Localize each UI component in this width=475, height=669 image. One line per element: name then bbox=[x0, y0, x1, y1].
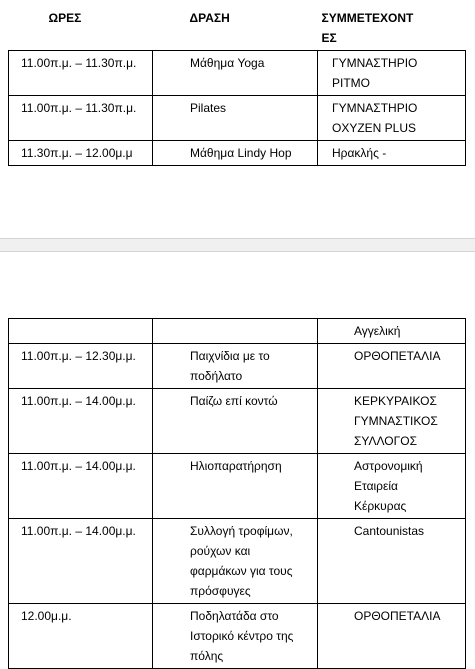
table-row bbox=[9, 319, 466, 344]
header-time: ΩΡΕΣ bbox=[9, 8, 153, 51]
cell-participants: ΓΥΜΝΑΣΤΗΡΙΟ ΡΙΤΜΟ bbox=[318, 51, 466, 96]
cell-activity: Συλλογή τροφίμων, ρούχων και φαρμάκων για τους πρόσφυγες bbox=[153, 519, 318, 604]
cell-time: 11.00π.μ. – 14.00μ.μ. bbox=[9, 389, 153, 454]
table-row bbox=[9, 389, 466, 454]
cell-time: 11.30π.μ. – 12.00μ.μ bbox=[9, 141, 153, 166]
table-row bbox=[9, 344, 466, 389]
cell-participants: ΟΡΘΟΠΕΤΑΛΙΑ bbox=[318, 344, 466, 389]
cell-time: 11.00π.μ. – 14.00μ.μ. bbox=[9, 519, 153, 604]
cell-participants: Αγγελική bbox=[318, 319, 466, 344]
table-row bbox=[9, 51, 466, 96]
cell-activity: Μάθημα Yoga bbox=[153, 51, 318, 96]
cell-time: 11.00π.μ. – 12.30μ.μ. bbox=[9, 344, 153, 389]
cell-activity: Ποδηλατάδα στο Ιστορικό κέντρο της πόλης bbox=[153, 604, 318, 669]
schedule-table-1 bbox=[8, 8, 466, 166]
cell-participants: Αστρονομική Εταιρεία Κέρκυρας bbox=[318, 454, 466, 519]
header-activity: ΔΡΑΣΗ bbox=[153, 8, 318, 51]
table-row bbox=[9, 141, 466, 166]
cell-time: 12.00μ.μ. bbox=[9, 604, 153, 669]
cell-participants: Cantounistas bbox=[318, 519, 466, 604]
table-header-row bbox=[9, 8, 466, 51]
schedule-table-2 bbox=[8, 318, 466, 669]
cell-time: 11.00π.μ. – 11.30π.μ. bbox=[9, 96, 153, 141]
cell-activity: Ηλιοπαρατήρηση bbox=[153, 454, 318, 519]
cell-participants: ΚΕΡΚΥΡΑΙΚΟΣ ΓΥΜΝΑΣΤΙΚΟΣ ΣΥΛΛΟΓΟΣ bbox=[318, 389, 466, 454]
cell-time bbox=[9, 319, 153, 344]
cell-activity: Μάθημα Lindy Hop bbox=[153, 141, 318, 166]
document-page-2 bbox=[0, 252, 475, 663]
cell-participants: Ηρακλής - bbox=[318, 141, 466, 166]
cell-activity: Pilates bbox=[153, 96, 318, 141]
header-participants: ΣΥΜΜΕΤΕΧΟΝΤ ΕΣ bbox=[318, 8, 466, 51]
table-row bbox=[9, 96, 466, 141]
cell-activity: Παίζω επί κοντώ bbox=[153, 389, 318, 454]
cell-activity bbox=[153, 319, 318, 344]
table-row bbox=[9, 454, 466, 519]
page-separator bbox=[0, 238, 475, 252]
document-page-1 bbox=[0, 0, 475, 238]
cell-participants: ΓΥΜΝΑΣΤΗΡΙΟ OXYZEN PLUS bbox=[318, 96, 466, 141]
table-row bbox=[9, 604, 466, 669]
cell-time: 11.00π.μ. – 11.30π.μ. bbox=[9, 51, 153, 96]
cell-time: 11.00π.μ. – 14.00μ.μ. bbox=[9, 454, 153, 519]
cell-activity: Παιχνίδια με το ποδήλατο bbox=[153, 344, 318, 389]
table-row bbox=[9, 519, 466, 604]
cell-participants: ΟΡΘΟΠΕΤΑΛΙΑ bbox=[318, 604, 466, 669]
